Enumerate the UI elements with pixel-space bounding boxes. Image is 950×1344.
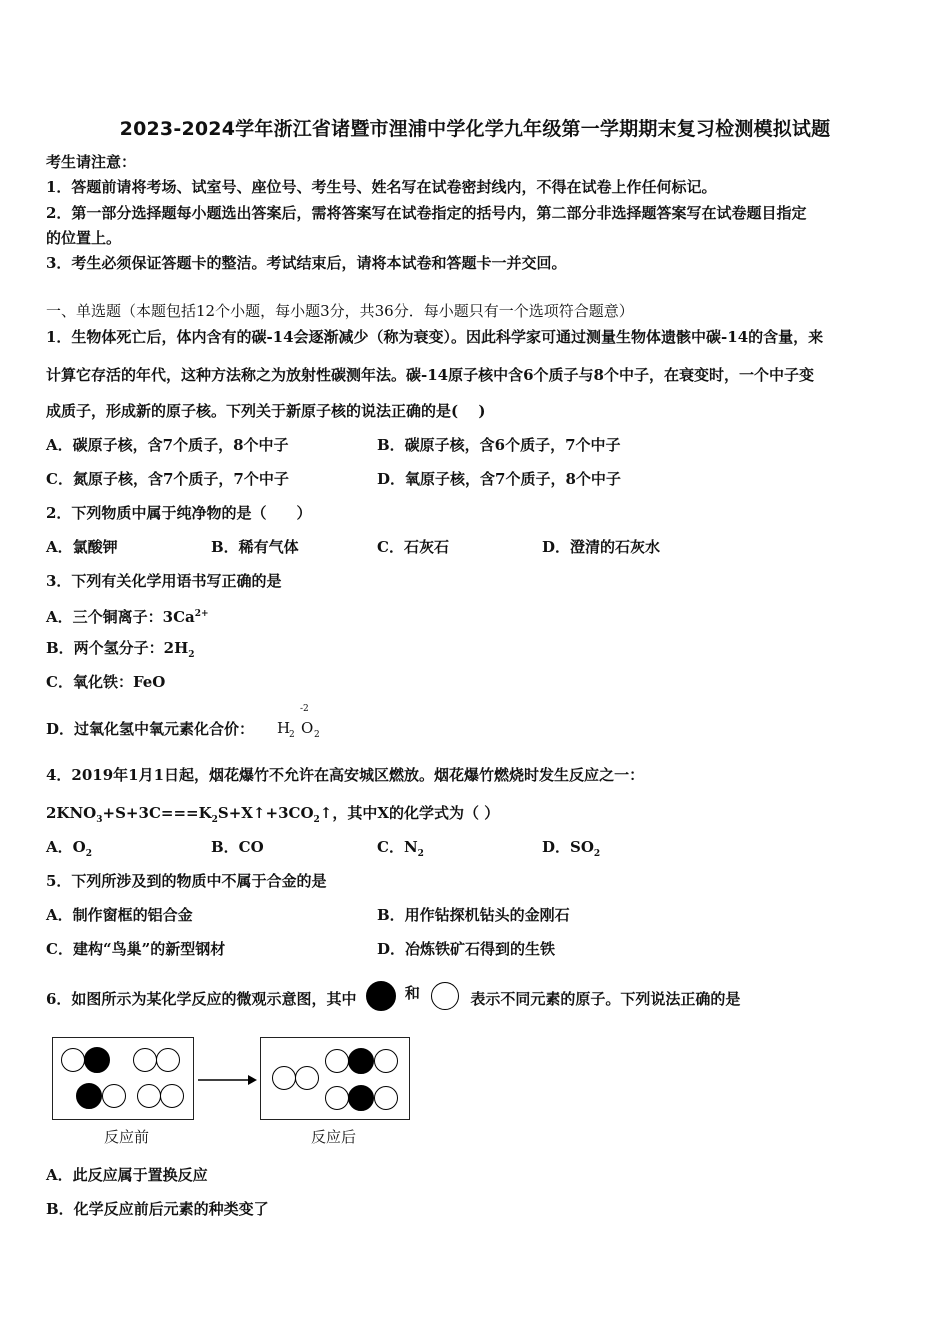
page-title: 2023-2024学年浙江省诸暨市浬浦中学化学九年级第一学期期末复习检测模拟试题 xyxy=(119,118,831,140)
q3-option-a[interactable]: A．三个铜离子：$3Ca^{2+}$ xyxy=(46,608,209,626)
white-atom xyxy=(325,1086,349,1110)
notice-heading: 考生请注意： xyxy=(46,153,137,171)
q4-equation: $2KNO_3+S+3C===K_2S+X↑+3CO_2↑$，其中X的化学式为（ ） xyxy=(46,804,500,825)
black-atom xyxy=(84,1047,110,1073)
q3-stem: 3．下列有关化学用语书写正确的是 xyxy=(46,572,282,590)
white-atom xyxy=(272,1066,296,1090)
q1-stem: 计算它存活的年代，这种方法称之为放射性碳测年法。碳-14原子核中含6个质子与8个中子，在衰变时，一个中子变 xyxy=(46,366,814,384)
white-atom xyxy=(325,1049,349,1073)
white-atom xyxy=(102,1084,126,1108)
reaction-before-box xyxy=(52,1037,194,1120)
notice-item: 3．考生必须保证答题卡的整洁。考试结束后，请将本试卷和答题卡一并交回。 xyxy=(46,254,567,272)
black-atom xyxy=(348,1085,374,1111)
white-atom xyxy=(295,1066,319,1090)
notice-item: 的位置上。 xyxy=(46,229,122,247)
hydrogen-peroxide-formula: H 2 -2 O 2 xyxy=(277,704,320,740)
white-atom xyxy=(133,1048,157,1072)
notice-item: 2．第一部分选择题每小题选出答案后，需将答案写在试卷指定的括号内，第二部分非选择题答案写在试卷题目指定 xyxy=(46,204,807,222)
q5-option-c[interactable]: C．建构“鸟巢”的新型钢材 xyxy=(46,940,226,958)
q3-option-b[interactable]: B．两个氢分子：$2H_2$ xyxy=(46,639,195,660)
reaction-after-box xyxy=(260,1037,410,1120)
before-label: 反应前 xyxy=(104,1128,150,1146)
q4-stem: 4．2019年1月1日起，烟花爆竹不允许在高安城区燃放。烟花爆竹燃烧时发生反应之一： xyxy=(46,766,645,784)
q1-option-b[interactable]: B．碳原子核，含6个质子，7个中子 xyxy=(377,436,621,454)
white-atom xyxy=(137,1084,161,1108)
q4-option-c[interactable]: C．$N_2$ xyxy=(377,838,424,859)
black-atom xyxy=(76,1083,102,1109)
notice-item: 1．答题前请将考场、试室号、座位号、考生号、姓名写在试卷密封线内，不得在试卷上作任何标记。 xyxy=(46,178,717,196)
black-atom xyxy=(348,1048,374,1074)
white-atom xyxy=(374,1086,398,1110)
q2-option-b[interactable]: B．稀有气体 xyxy=(211,538,299,556)
section-heading: 一、单选题（本题包括12个小题，每小题3分，共36分．每小题只有一个选项符合题意） xyxy=(46,302,634,320)
white-atom xyxy=(156,1048,180,1072)
q2-option-a[interactable]: A．氯酸钾 xyxy=(46,538,118,556)
q4-option-b[interactable]: B．CO xyxy=(211,838,264,856)
q4-option-d[interactable]: D．$SO_2$ xyxy=(542,838,601,859)
q3-option-c[interactable]: C．氧化铁：FeO xyxy=(46,673,166,691)
q1-option-d[interactable]: D．氧原子核，含7个质子，8个中子 xyxy=(377,470,621,488)
q3-option-d[interactable]: D．过氧化氢中氧元素化合价： xyxy=(46,720,255,738)
q5-option-b[interactable]: B．用作钻探机钻头的金刚石 xyxy=(377,906,570,924)
q4-option-a[interactable]: A．$O_2$ xyxy=(46,838,92,859)
q1-option-c[interactable]: C．氮原子核，含7个质子，7个中子 xyxy=(46,470,289,488)
q6-option-b[interactable]: B．化学反应前后元素的种类变了 xyxy=(46,1200,269,1218)
q6-option-a[interactable]: A．此反应属于置换反应 xyxy=(46,1166,208,1184)
q1-option-a[interactable]: A．碳原子核，含7个质子，8个中子 xyxy=(46,436,289,454)
after-label: 反应后 xyxy=(311,1128,357,1146)
q5-option-a[interactable]: A．制作窗框的铝合金 xyxy=(46,906,193,924)
q2-option-c[interactable]: C．石灰石 xyxy=(377,538,449,556)
white-atom xyxy=(160,1084,184,1108)
q2-option-d[interactable]: D．澄清的石灰水 xyxy=(542,538,661,556)
white-atom xyxy=(374,1049,398,1073)
q5-stem: 5．下列所涉及到的物质中不属于合金的是 xyxy=(46,872,327,890)
q1-stem: 成质子，形成新的原子核。下列关于新原子核的说法正确的是( ) xyxy=(46,402,486,420)
white-atom xyxy=(61,1048,85,1072)
black-atom-icon xyxy=(366,981,396,1011)
q1-stem: 1．生物体死亡后，体内含有的碳-14会逐渐减少（称为衰变）。因此科学家可通过测量生物体遗骸中碳-14的含量，来 xyxy=(46,328,824,346)
white-atom-icon xyxy=(431,982,459,1010)
q5-option-d[interactable]: D．冶炼铁矿石得到的生铁 xyxy=(377,940,556,958)
q2-stem: 2．下列物质中属于纯净物的是（ ） xyxy=(46,504,312,522)
q6-stem: 6．如图所示为某化学反应的微观示意图，其中 和 表示不同元素的原子。下列说法正确的是 xyxy=(46,985,740,1015)
reaction-arrow xyxy=(196,1072,258,1086)
